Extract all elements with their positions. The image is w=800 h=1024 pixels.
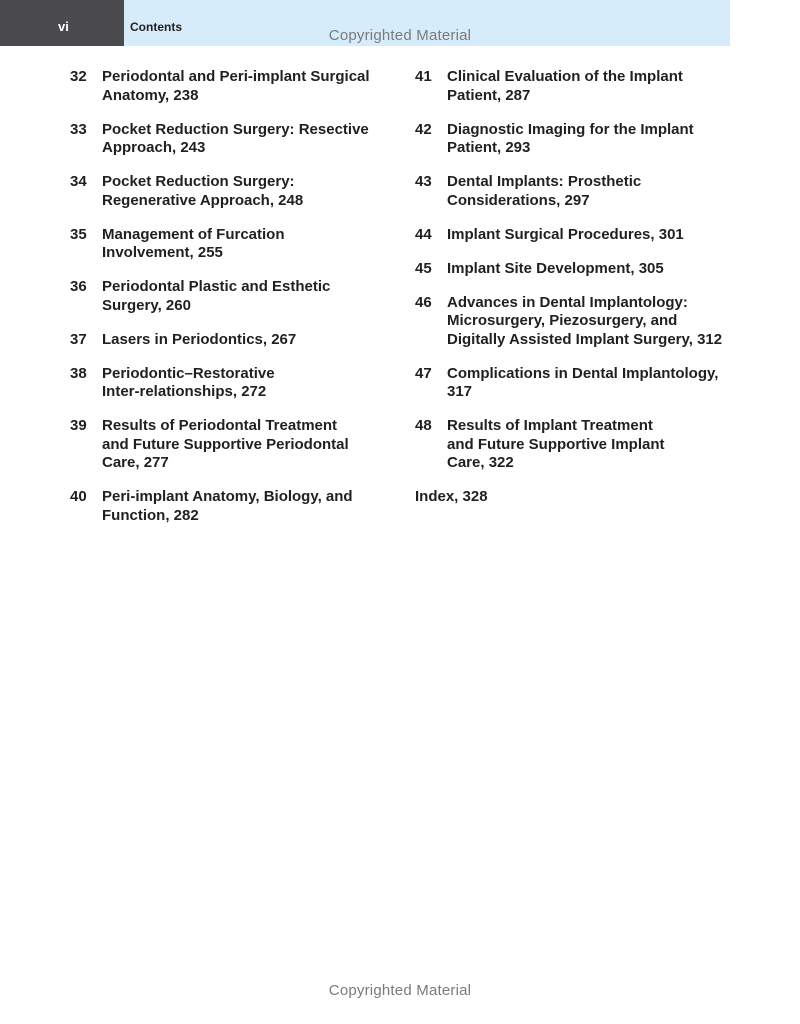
chapter-number: 37: [70, 330, 87, 348]
toc-entry-33[interactable]: [70, 121, 390, 158]
toc-entry-32[interactable]: [70, 68, 390, 105]
chapter-number: 39: [70, 417, 87, 434]
chapter-number: 33: [70, 120, 87, 138]
chapter-number: 45: [415, 259, 432, 277]
chapter-number: 38: [70, 364, 87, 382]
chapter-number: 46: [415, 293, 432, 311]
toc-entry-46[interactable]: [415, 294, 745, 350]
watermark-top: Copyrighted Material: [328, 27, 472, 44]
chapter-title: Implant Surgical Procedures, 301: [447, 225, 684, 243]
chapter-number: 36: [70, 278, 87, 295]
toc-entry-38[interactable]: [70, 365, 390, 402]
chapter-title: Results of Periodontal Treatment and Future Supportive Periodontal Care, 277: [102, 417, 349, 471]
chapter-title: Dental Implants: Prosthetic Considerations, 297: [447, 173, 642, 209]
toc-entry-34[interactable]: [70, 173, 390, 210]
chapter-title: Management of Furcation Involvement, 255: [102, 225, 285, 261]
toc-entry-index[interactable]: Index, 328: [415, 488, 488, 505]
toc-entry-43[interactable]: [415, 173, 745, 210]
chapter-number: 40: [70, 488, 87, 505]
chapter-title: Results of Implant Treatment and Future Supportive Implant Care, 322: [447, 417, 665, 471]
toc-entry-36[interactable]: [70, 278, 390, 315]
chapter-title: Pocket Reduction Surgery: Regenerative Approach, 248: [102, 173, 304, 209]
chapter-title: Peri-implant Anatomy, Biology, and Function, 282: [102, 488, 353, 524]
toc-entry-48[interactable]: [415, 417, 745, 473]
toc-entry-40[interactable]: [70, 488, 390, 525]
chapter-title: Clinical Evaluation of the Implant Patient, 287: [447, 68, 683, 104]
page-number: vi: [58, 19, 69, 34]
watermark-bottom: Copyrighted Material: [328, 982, 472, 999]
toc-column-right: [415, 68, 745, 507]
toc-entry-41[interactable]: [415, 68, 745, 105]
chapter-title: Implant Site Development, 305: [447, 259, 664, 277]
chapter-title: Diagnostic Imaging for the Implant Patient, 293: [447, 120, 694, 156]
toc-column-left: [70, 68, 390, 541]
chapter-number: 47: [415, 364, 432, 382]
chapter-number: 34: [70, 173, 87, 190]
toc-entry-35[interactable]: [70, 226, 390, 263]
section-label: Contents: [130, 20, 182, 34]
chapter-number: 44: [415, 225, 432, 243]
toc-entry-47[interactable]: [415, 365, 745, 402]
chapter-number: 43: [415, 173, 432, 190]
chapter-title: Lasers in Periodontics, 267: [102, 330, 297, 348]
chapter-title: Periodontal and Peri-implant Surgical Anatomy, 238: [102, 68, 370, 104]
chapter-title: Advances in Dental Implantology: Microsurgery, Piezosurgery, and Digitally Assisted Implant Surgery, 312: [447, 293, 723, 348]
chapter-number: 41: [415, 68, 432, 85]
toc-entry-45[interactable]: [415, 260, 745, 279]
toc-entry-44[interactable]: [415, 226, 745, 245]
toc-entry-37[interactable]: [70, 331, 390, 350]
chapter-number: 32: [70, 68, 87, 85]
chapter-title: Periodontal Plastic and Esthetic Surgery, 260: [102, 278, 331, 314]
toc-entry-39[interactable]: [70, 417, 390, 473]
chapter-number: 35: [70, 225, 87, 243]
toc-entry-42[interactable]: [415, 121, 745, 158]
chapter-title: Complications in Dental Implantology, 317: [447, 364, 719, 400]
chapter-number: 42: [415, 120, 432, 138]
chapter-title: Pocket Reduction Surgery: Resective Approach, 243: [102, 120, 369, 156]
chapter-title: Periodontic–Restorative Inter-relationships, 272: [102, 364, 275, 400]
chapter-number: 48: [415, 417, 432, 434]
